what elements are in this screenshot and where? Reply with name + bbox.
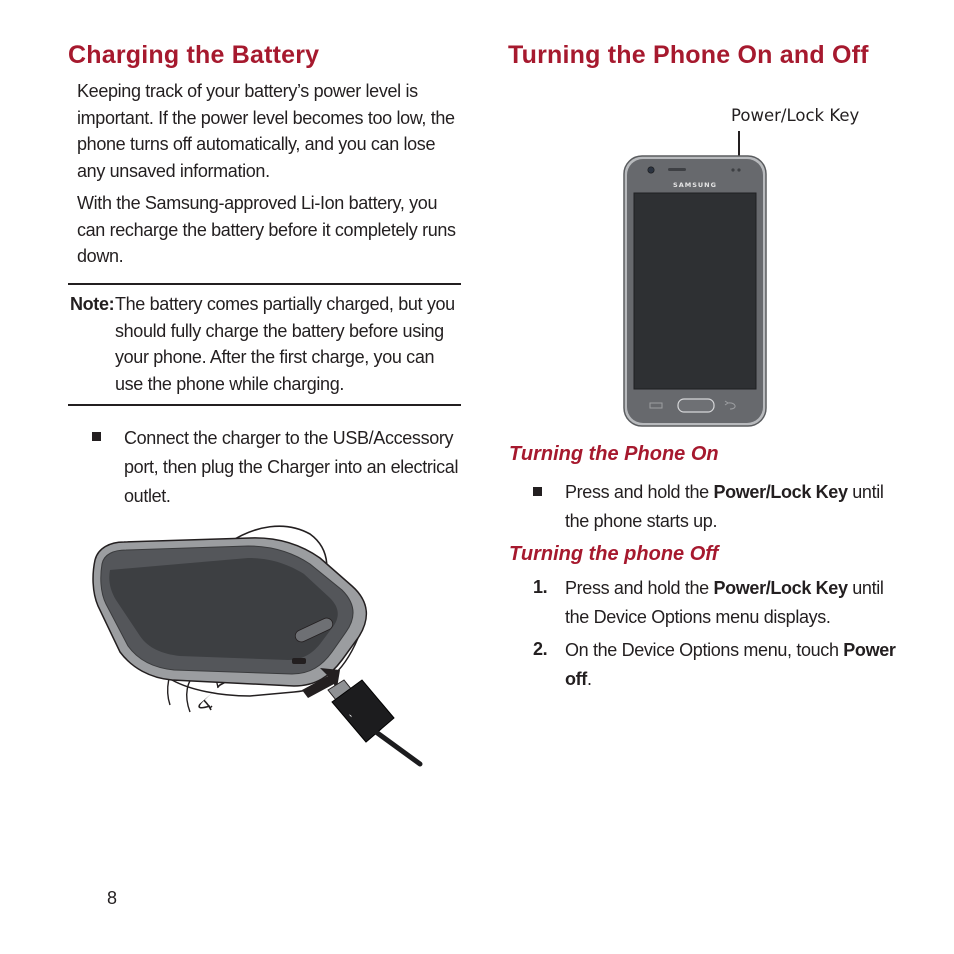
subsection-turning-on: Turning the Phone On <box>509 443 719 465</box>
subsection-turning-off: Turning the phone Off <box>509 543 719 565</box>
section-title-power: Turning the Phone On and Off <box>508 41 869 69</box>
bullet-square-icon <box>92 432 101 441</box>
page-number: 8 <box>107 888 118 908</box>
charging-phone-illustration <box>80 520 450 770</box>
step-1-number: 1. <box>533 577 548 597</box>
note-bottom-rule <box>68 404 461 406</box>
note-top-rule <box>68 283 461 285</box>
step-1-text: Press and hold the Power/Lock Key until the Device Options menu displays. <box>565 578 884 627</box>
section-title-charging: Charging the Battery <box>68 41 320 69</box>
charging-bullet-text: Connect the charger to the USB/Accessory port, then plug the Charger into an electrical outlet. <box>124 428 459 506</box>
phone-brand-logo: SAMSUNG <box>673 181 717 189</box>
callout-leader-line <box>738 131 740 157</box>
phone-front-illustration <box>620 155 770 427</box>
step-2-text: On the Device Options menu, touch Power off. <box>565 640 896 689</box>
step-2-number: 2. <box>533 639 548 659</box>
charging-paragraph-2: With the Samsung-approved Li-Ion battery, you can recharge the battery before it completely runs down. <box>77 193 456 266</box>
bullet-square-icon <box>533 487 542 496</box>
note-text: The battery comes partially charged, but you should fully charge the battery before using your phone. After the first charge, you can use the phone while charging. <box>115 294 455 394</box>
svg-text:⌁: ⌁ <box>346 712 354 720</box>
note-label: Note: <box>70 294 115 314</box>
turn-on-instruction: Press and hold the Power/Lock Key until the phone starts up. <box>565 482 884 531</box>
charging-paragraph-1: Keeping track of your battery’s power level is important. If the power level becomes too low, the phone turns off automatically, and you can lose any unsaved information. <box>77 81 455 181</box>
power-lock-key-callout: Power/Lock Key <box>731 106 860 125</box>
